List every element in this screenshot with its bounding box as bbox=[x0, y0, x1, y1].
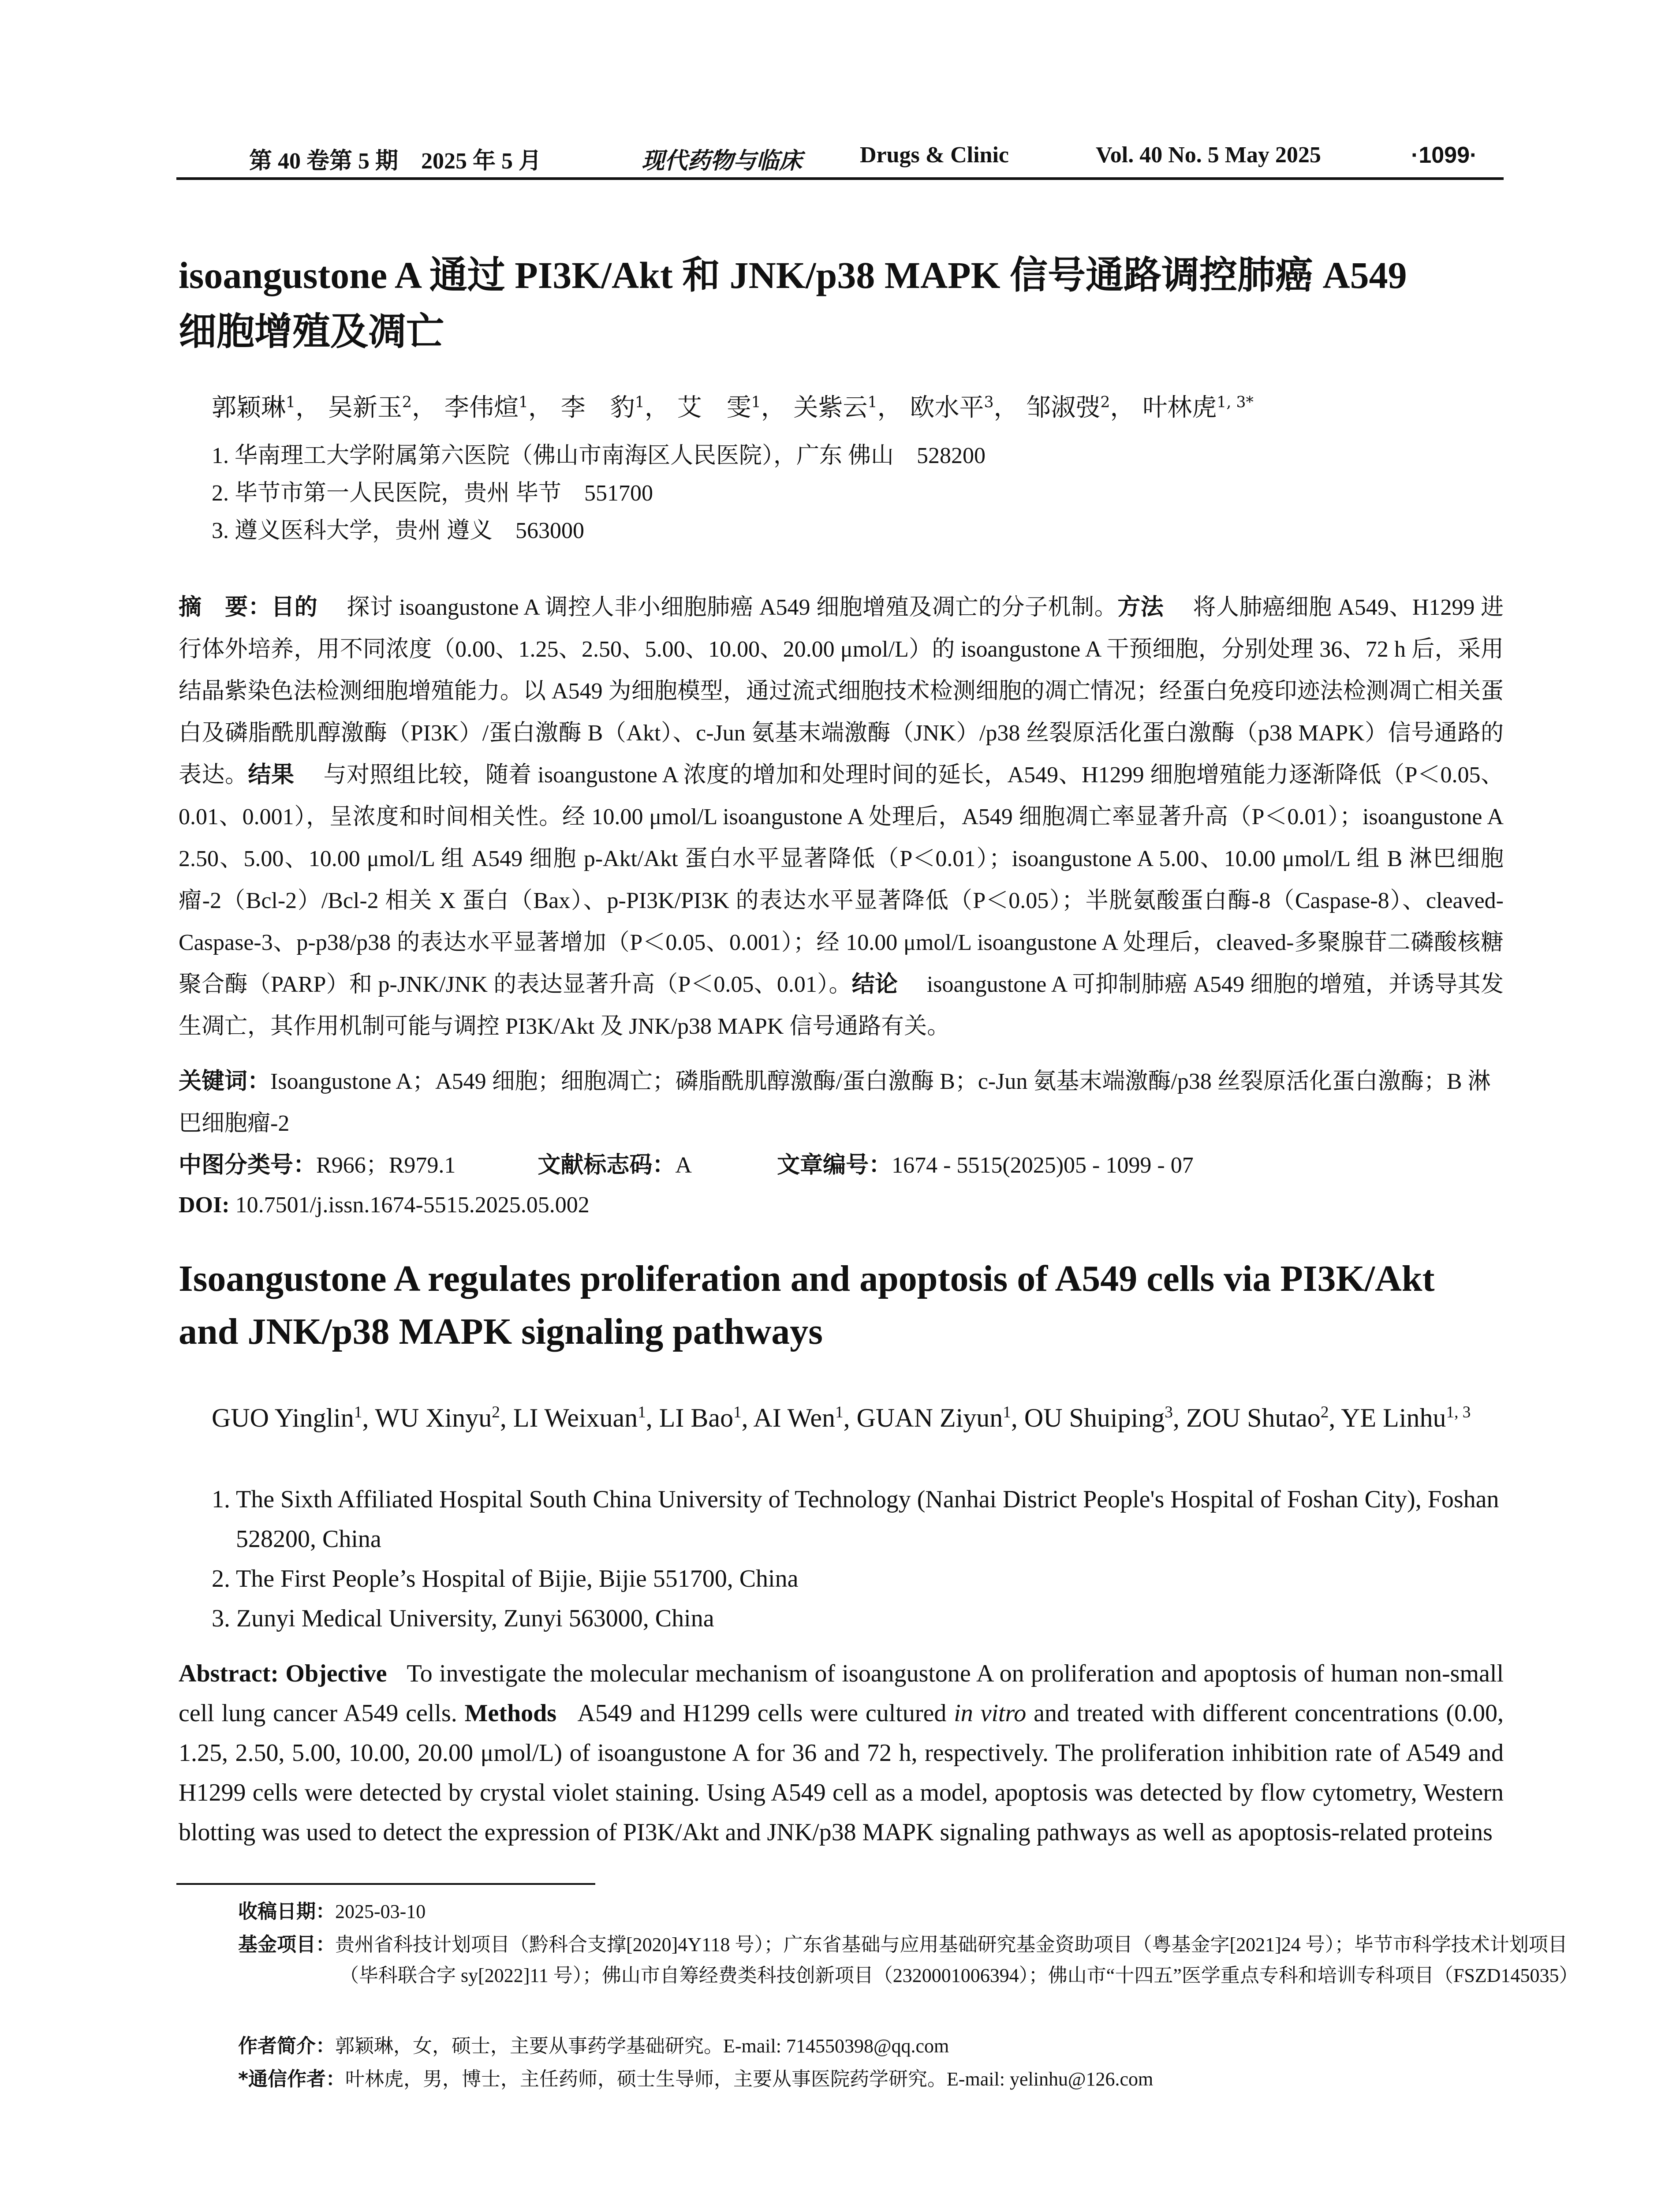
header-rule bbox=[176, 177, 1504, 180]
authors-cn bbox=[212, 388, 1254, 423]
author-cn: 邹淑弢$^2$， bbox=[1026, 393, 1135, 422]
author-cn: 欧水平$^3$， bbox=[910, 393, 1019, 422]
author-cn: 关紫云$^1$， bbox=[793, 393, 902, 422]
footnote-author: 作者简介：郭颖琳，女，硕士，主要从事药学基础研究。E-mail: 714550398@qq.com bbox=[238, 2035, 949, 2057]
footnote-received: 收稿日期：2025-03-10 bbox=[238, 1900, 426, 1923]
affiliation-en-1: 1. The Sixth Affiliated Hospital South China University of Technology (Nanhai District People's Hospital of Foshan City), Foshan 528200, China bbox=[212, 1486, 1499, 1553]
keywords-label: 关键词： bbox=[179, 1068, 271, 1095]
article-no-label: 文章编号： bbox=[777, 1152, 892, 1178]
results-label: 结果 bbox=[248, 762, 295, 788]
author-en: GUO Yinglin$^1$, bbox=[212, 1403, 375, 1432]
abstract-label: 摘 要： bbox=[179, 594, 272, 620]
authors-en bbox=[212, 1396, 1504, 1440]
affiliation-cn-3: 3. 遵义医科大学，贵州 遵义 563000 bbox=[212, 518, 585, 543]
issue-en: Vol. 40 No. 5 May 2025 bbox=[1096, 142, 1321, 168]
author-cn: 艾 雯$^1$， bbox=[677, 393, 786, 422]
clc-value: R966；R979.1 bbox=[316, 1153, 456, 1178]
methods-en-label: Methods bbox=[464, 1700, 557, 1727]
classification-line bbox=[179, 1144, 1504, 1186]
author-en: WU Xinyu$^2$, bbox=[375, 1403, 513, 1432]
objective-label: 目的 bbox=[271, 594, 318, 620]
title-en bbox=[179, 1252, 1506, 1358]
methods-en-text-a: A549 and H1299 cells were cultured bbox=[577, 1700, 947, 1727]
conclusion-text: isoangustone A 可抑制肺癌 A549 细胞的增殖，并诱导其发生凋亡，其作用机制可能与调控 PI3K/Akt 及 JNK/p38 MAPK 信号通路有关。 bbox=[179, 972, 1504, 1039]
affiliation-en-3: 3. Zunyi Medical University, Zunyi 563000, China bbox=[212, 1605, 714, 1632]
affiliation-cn-1: 1. 华南理工大学附属第六医院（佛山市南海区人民医院），广东 佛山 528200 bbox=[212, 443, 986, 468]
conclusion-label: 结论 bbox=[851, 971, 898, 998]
author-cn: 郭颖琳$^1$， bbox=[212, 393, 321, 422]
title-cn bbox=[179, 247, 1506, 360]
author-cn: 叶林虎$^{1, 3*}$ bbox=[1142, 393, 1254, 422]
page-number: ·1099· bbox=[1411, 142, 1478, 168]
author-en: ZOU Shutao$^2$, bbox=[1186, 1403, 1341, 1432]
author-cn: 吴新玉$^2$， bbox=[328, 393, 437, 422]
author-cn: 李 豹$^1$， bbox=[560, 393, 669, 422]
footnote-fund: 基金项目：贵州省科技计划项目（黔科合支撑[2020]4Y118 号）；广东省基础与应用基础研究基金资助项目（粤基金字[2021]24 号）；毕节市科学技术计划项目（毕科联合字 sy[2022]11 号）；佛山市自筹经费类科技创新项目（2320001006394）；佛山市“十四五”医学重点专科和培训专科项目（FSZD145035） bbox=[238, 1933, 1579, 1986]
objective-text: 探讨 isoangustone A 调控人非小细胞肺癌 A549 细胞增殖及凋亡的分子机制。 bbox=[347, 595, 1118, 620]
objective-en-label: Objective bbox=[285, 1660, 387, 1687]
journal-name-en: Drugs & Clinic bbox=[860, 142, 1009, 168]
footnote-rule bbox=[176, 1883, 595, 1885]
doi-label: DOI: bbox=[179, 1192, 230, 1218]
keywords-text: Isoangustone A；A549 细胞；细胞凋亡；磷脂酰肌醇激酶/蛋白激酶 B；c-Jun 氨基末端激酶/p38 丝裂原活化蛋白激酶；B 淋巴细胞瘤-2 bbox=[179, 1069, 1491, 1136]
article-no-value: 1674 - 5515(2025)05 - 1099 - 07 bbox=[892, 1153, 1194, 1178]
clc-label: 中图分类号： bbox=[179, 1152, 317, 1178]
title-cn-line2: 细胞增殖及凋亡 bbox=[179, 310, 444, 353]
methods-text: 将人肺癌细胞 A549、H1299 进行体外培养，用不同浓度（0.00、1.25、2.50、5.00、10.00、20.00 μmol/L）的 isoangustone A 干预细胞，分别处理 36、72 h 后，采用结晶紫染色法检测细胞增殖能力。以 A549 为细胞模型，通过流式细胞技术检测细胞的凋亡情况；经蛋白免疫印迹法检测凋亡相关蛋白及磷脂酰肌醇激酶（PI3K）/蛋白激酶 B（Akt）、c-Jun 氨基末端激酶（JNK）/p38 丝裂原活化蛋白激酶（p38 MAPK）信号通路的表达。 bbox=[179, 595, 1504, 788]
abstract-cn bbox=[179, 587, 1504, 1047]
running-header bbox=[179, 142, 1504, 177]
doc-code-label: 文献标志码： bbox=[538, 1152, 676, 1178]
methods-en-text-b: and treated with different concentrations (0.00, 1.25, 2.50, 5.00, 10.00, 20.00 μmol/L) of isoangustone A for 36 and 72 h, respectively. The proliferation inhibition rate of A549 and H1299 cells were detected by crystal violet staining. Using A549 cell as a model, apoptosis was detected by flow cytometry, Western blotting was used to detect the expression of PI3K/Akt and JNK/p38 MAPK signaling pathways as well as apoptosis-related proteins bbox=[179, 1700, 1504, 1846]
affiliation-cn-2: 2. 毕节市第一人民医院，贵州 毕节 551700 bbox=[212, 481, 653, 506]
author-en: OU Shuiping$^3$, bbox=[1024, 1403, 1186, 1432]
abstract-en-label: Abstract: bbox=[179, 1660, 279, 1687]
author-en: AI Wen$^1$, bbox=[753, 1403, 857, 1432]
title-en-line2: and JNK/p38 MAPK signaling pathways bbox=[179, 1311, 823, 1352]
objective-en-text: To investigate the molecular mechanism of isoangustone A on proliferation and apoptosis of human non-small cell lung cancer A549 cells. bbox=[179, 1660, 1504, 1727]
title-cn-line1: isoangustone A 通过 PI3K/Akt 和 JNK/p38 MAPK 信号通路调控肺癌 A549 bbox=[179, 254, 1407, 296]
methods-label: 方法 bbox=[1117, 594, 1164, 620]
abstract-en bbox=[179, 1654, 1504, 1852]
author-en: GUAN Ziyun$^1$, bbox=[856, 1403, 1024, 1432]
author-en: YE Linhu$^{1, 3}$ bbox=[1341, 1403, 1471, 1432]
author-cn: 李伟煊$^1$， bbox=[444, 393, 553, 422]
issue-cn: 第 40 卷第 5 期 2025 年 5 月 bbox=[249, 149, 542, 174]
footnote-corresponding: *通信作者：叶林虎，男，博士，主任药师，硕士生导师，主要从事医院药学研究。E-mail: yelinhu@126.com bbox=[238, 2068, 1154, 2090]
methods-en-italic: in vitro bbox=[954, 1700, 1027, 1727]
title-en-line1: Isoangustone A regulates proliferation and apoptosis of A549 cells via PI3K/Akt bbox=[179, 1258, 1435, 1299]
doi-line bbox=[179, 1184, 1504, 1226]
doc-code-value: A bbox=[675, 1153, 691, 1178]
author-en: LI Weixuan$^1$, bbox=[513, 1403, 659, 1432]
results-text: 与对照组比较，随着 isoangustone A 浓度的增加和处理时间的延长，A549、H1299 细胞增殖能力逐渐降低（P＜0.05、0.01、0.001），呈浓度和时间相关性。经 10.00 μmol/L isoangustone A 处理后，A549 细胞凋亡率显著升高（P＜0.01）；isoangustone A 2.50、5.00、10.00 μmol/L 组 A549 细胞 p-Akt/Akt 蛋白水平显著降低（P＜0.01）；isoangustone A 5.00、10.00 μmol/L 组 B 淋巴细胞瘤-2（Bcl-2）/Bcl-2 相关 X 蛋白（Bax）、p-PI3K/PI3K 的表达水平显著降低（P＜0.05）；半胱氨酸蛋白酶-8（Caspase-8）、cleaved-Caspase-3、p-p38/p38 的表达水平显著增加（P＜0.05、0.001）；经 10.00 μmol/L isoangustone A 处理后，cleaved-多聚腺苷二磷酸核糖聚合酶（PARP）和 p-JNK/JNK 的表达显著升高（P＜0.05、0.01）。 bbox=[179, 762, 1504, 997]
journal-name-cn: 现代药物与临床 bbox=[642, 149, 803, 174]
doi-value: 10.7501/j.issn.1674-5515.2025.05.002 bbox=[229, 1192, 590, 1218]
keywords-cn bbox=[179, 1061, 1504, 1144]
author-en: LI Bao$^1$, bbox=[659, 1403, 754, 1432]
affiliation-en-2: 2. The First People’s Hospital of Bijie, Bijie 551700, China bbox=[212, 1565, 799, 1592]
